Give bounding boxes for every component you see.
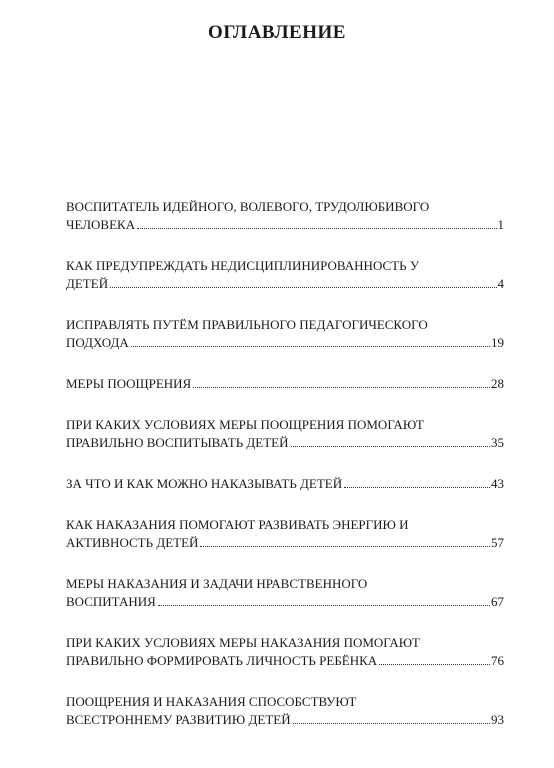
toc-page-number: 57 bbox=[491, 535, 504, 550]
toc-entry-title-end: ЧЕЛОВЕКА bbox=[66, 217, 136, 232]
dot-leader bbox=[131, 346, 490, 347]
toc-page-number: 93 bbox=[491, 712, 504, 727]
dot-leader bbox=[293, 723, 490, 724]
toc-entry[interactable] bbox=[66, 475, 504, 493]
toc-page-number: 76 bbox=[491, 653, 504, 668]
toc-entry-last-line bbox=[66, 534, 504, 552]
dot-leader bbox=[200, 546, 490, 547]
toc-entry[interactable] bbox=[66, 575, 504, 611]
toc-page-number: 1 bbox=[497, 217, 504, 232]
toc-entry-last-line bbox=[66, 275, 504, 293]
toc-entry[interactable] bbox=[66, 316, 504, 352]
toc-entry-last-line bbox=[66, 334, 504, 352]
toc-entry-title-line: ПРИ КАКИХ УСЛОВИЯХ МЕРЫ НАКАЗАНИЯ ПОМОГАЮТ bbox=[66, 635, 420, 650]
toc-entry[interactable] bbox=[66, 634, 504, 670]
toc-page-number: 43 bbox=[491, 476, 504, 491]
toc-entry-title-end: АКТИВНОСТЬ ДЕТЕЙ bbox=[66, 535, 199, 550]
toc-entry-last-line bbox=[66, 711, 504, 729]
toc-entry-last-line bbox=[66, 652, 504, 670]
toc-entry-title-end: ВОСПИТАНИЯ bbox=[66, 594, 156, 609]
toc-entry-title-line: МЕРЫ НАКАЗАНИЯ И ЗАДАЧИ НРАВСТВЕННОГО bbox=[66, 576, 368, 591]
toc-entry-title-end: ДЕТЕЙ bbox=[66, 276, 109, 291]
toc-entry[interactable] bbox=[66, 375, 504, 393]
toc-entry-title-end: ПОДХОДА bbox=[66, 335, 129, 350]
toc-entry-last-line bbox=[66, 593, 504, 611]
dot-leader bbox=[379, 664, 490, 665]
toc-entry[interactable] bbox=[66, 693, 504, 729]
table-of-contents bbox=[66, 198, 504, 752]
toc-entry-title-line: ПООЩРЕНИЯ И НАКАЗАНИЯ СПОСОБСТВУЮТ bbox=[66, 694, 357, 709]
toc-entry-title-line: КАК НАКАЗАНИЯ ПОМОГАЮТ РАЗВИВАТЬ ЭНЕРГИЮ И bbox=[66, 517, 409, 532]
toc-entry-last-line bbox=[66, 434, 504, 452]
toc-entry[interactable] bbox=[66, 516, 504, 552]
toc-page-number: 35 bbox=[491, 435, 504, 450]
dot-leader bbox=[193, 387, 490, 388]
dot-leader bbox=[110, 287, 496, 288]
page-title: ОГЛАВЛЕНИЕ bbox=[208, 22, 346, 43]
toc-entry-title-end: МЕРЫ ПООЩРЕНИЯ bbox=[66, 376, 192, 391]
toc-entry[interactable] bbox=[66, 257, 504, 293]
dot-leader bbox=[137, 228, 496, 229]
toc-entry-title-end: ЗА ЧТО И КАК МОЖНО НАКАЗЫВАТЬ ДЕТЕЙ bbox=[66, 476, 343, 491]
toc-page-number: 28 bbox=[491, 376, 504, 391]
toc-entry-title-line: ПРИ КАКИХ УСЛОВИЯХ МЕРЫ ПООЩРЕНИЯ ПОМОГАЮТ bbox=[66, 417, 424, 432]
toc-entry-title-end: ВСЕСТРОННЕМУ РАЗВИТИЮ ДЕТЕЙ bbox=[66, 712, 291, 727]
dot-leader bbox=[344, 487, 490, 488]
dot-leader bbox=[291, 446, 491, 447]
toc-entry-title-line: ИСПРАВЛЯТЬ ПУТЁМ ПРАВИЛЬНОГО ПЕДАГОГИЧЕСКОГО bbox=[66, 317, 428, 332]
toc-entry-title-line: ВОСПИТАТЕЛЬ ИДЕЙНОГО, ВОЛЕВОГО, ТРУДОЛЮБИВОГО bbox=[66, 199, 430, 214]
toc-entry-last-line bbox=[66, 216, 504, 234]
toc-entry[interactable] bbox=[66, 198, 504, 234]
toc-entry-last-line bbox=[66, 375, 504, 393]
toc-entry-title-line: КАК ПРЕДУПРЕЖДАТЬ НЕДИСЦИПЛИНИРОВАННОСТЬ У bbox=[66, 258, 420, 273]
toc-entry-title-end: ПРАВИЛЬНО ФОРМИРОВАТЬ ЛИЧНОСТЬ РЕБЁНКА bbox=[66, 653, 378, 668]
toc-entry[interactable] bbox=[66, 416, 504, 452]
toc-page-number: 67 bbox=[491, 594, 504, 609]
toc-page-number: 4 bbox=[497, 276, 504, 291]
dot-leader bbox=[158, 605, 490, 606]
toc-entry-last-line bbox=[66, 475, 504, 493]
toc-page-number: 19 bbox=[491, 335, 504, 350]
toc-entry-title-end: ПРАВИЛЬНО ВОСПИТЫВАТЬ ДЕТЕЙ bbox=[66, 435, 289, 450]
